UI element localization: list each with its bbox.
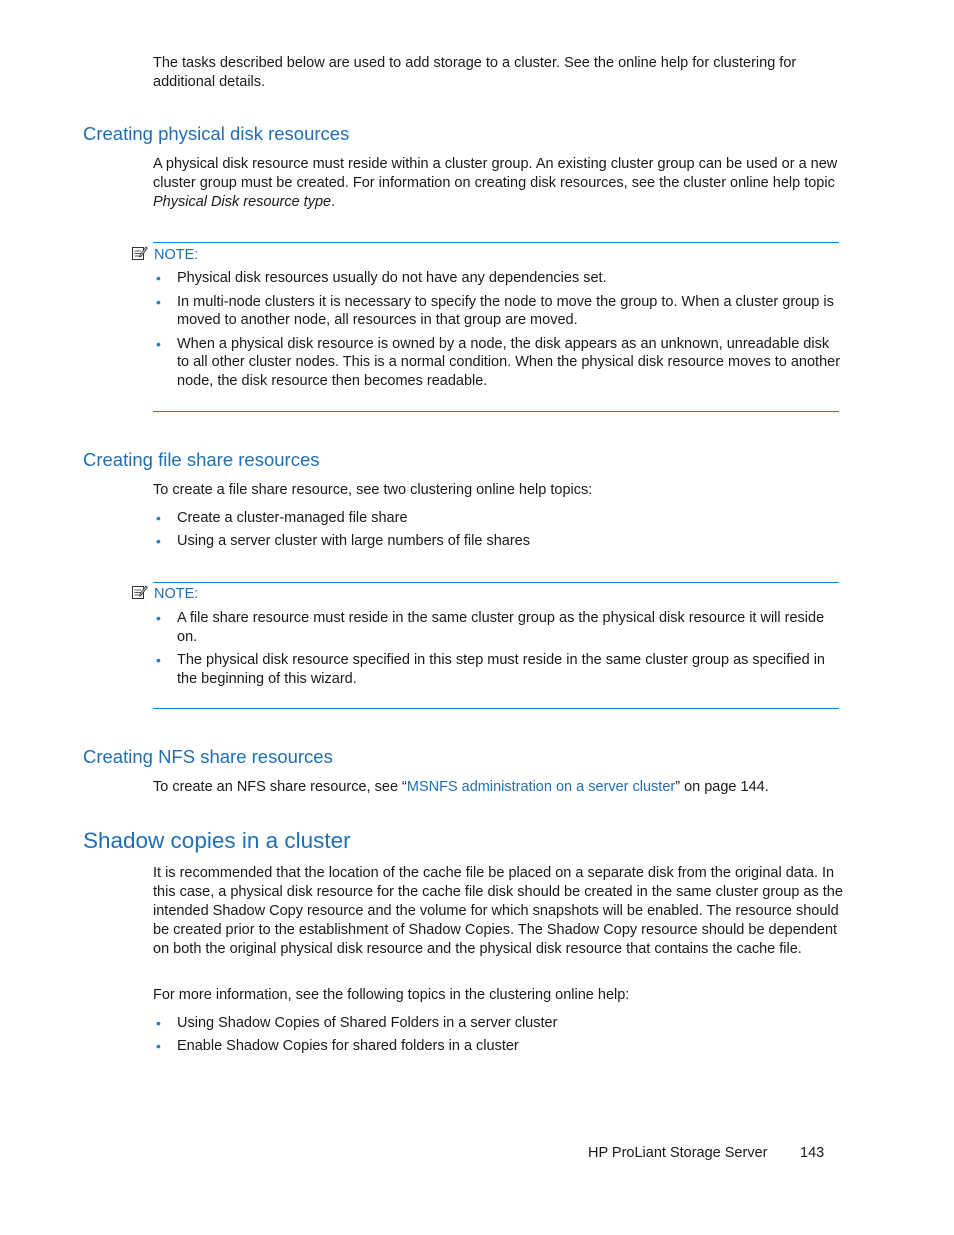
list-item [153, 293, 843, 330]
list-item [153, 509, 843, 528]
bullet-dot-icon: • [156, 270, 161, 286]
list-item-text: In multi-node clusters it is necessary to specify the node to move the group to. When a cluster group is moved to another node, all resources in that group are moved. [177, 293, 834, 328]
physical-disk-paragraph-text: A physical disk resource must reside within a cluster group. An existing cluster group can be used or a new cluster group must be created. For information on creating disk resources, see the cluster online help topic [153, 156, 838, 191]
heading-physical-disk: Creating physical disk resources [83, 123, 350, 144]
heading-file-share: Creating file share resources [83, 449, 320, 470]
note1-top-rule [153, 242, 839, 243]
bullet-dot-icon: • [156, 532, 161, 549]
bullet-dot-icon: • [156, 652, 161, 668]
note2-top-rule [153, 582, 839, 583]
list-item-text: A file share resource must reside in the same cluster group as the physical disk resource it will reside on. [177, 610, 825, 645]
list-item-text: Using a server cluster with large numbers of file shares [177, 532, 530, 549]
list-item [153, 1014, 843, 1033]
file-share-paragraph: To create a file share resource, see two clustering online help topics: [153, 482, 593, 498]
physical-disk-paragraph-end: . [331, 194, 336, 210]
heading-shadow-copies: Shadow copies in a cluster [83, 828, 351, 853]
file-share-list [153, 509, 843, 550]
footer-product-name: HP ProLiant Storage Server [588, 1145, 768, 1161]
note1-label: NOTE: [154, 247, 199, 263]
list-item-text: Enable Shadow Copies for shared folders in a cluster [177, 1037, 519, 1054]
note-pencil-icon [131, 245, 148, 266]
note2-bottom-rule [153, 708, 839, 709]
footer-page-number: 143 [800, 1145, 825, 1161]
list-item [153, 609, 843, 646]
note2-label: NOTE: [154, 586, 199, 602]
list-item [153, 532, 843, 551]
msnfs-admin-link[interactable]: MSNFS administration on a server cluster [406, 779, 676, 795]
note1-bottom-rule [153, 411, 839, 412]
shadow-paragraph-1: It is recommended that the location of the cache file be placed on a separate disk from the original data. In this case, a physical disk resource for the cache file disk should be created in the same cluster group as the intended Shadow Copy resource and the volume for which snapshots will be enabled. The resource should be created prior to the establishment of Shadow Copies. The Shadow Copy resource should be dependent on both the original physical disk resource and the physical disk resource that contains the cache file. [153, 865, 843, 957]
list-item [153, 335, 843, 391]
bullet-dot-icon: • [156, 510, 161, 526]
bullet-dot-icon: • [156, 1015, 161, 1031]
physical-disk-paragraph [153, 155, 843, 212]
list-item-text: Create a cluster-managed file share [177, 510, 408, 526]
list-item [153, 1037, 843, 1056]
note2-header [131, 584, 198, 604]
list-item-text: When a physical disk resource is owned by a node, the disk appears as an unknown, unreadable disk to all other cluster nodes. This is a normal condition. When the physical disk resource moves to another node, the disk resource then becomes readable. [177, 335, 841, 389]
note2-list [153, 609, 843, 688]
bullet-dot-icon: • [156, 293, 161, 310]
list-item-text: Physical disk resources usually do not have any dependencies set. [177, 270, 607, 286]
shadow-paragraph-2: For more information, see the following topics in the clustering online help: [153, 987, 630, 1003]
note-pencil-icon [131, 584, 148, 605]
list-item-text: Using Shadow Copies of Shared Folders in a server cluster [177, 1015, 558, 1031]
nfs-paragraph-after: ” on page 144. [675, 779, 769, 795]
nfs-paragraph-before: To create an NFS share resource, see “ [153, 779, 407, 795]
note1-header [131, 245, 198, 265]
bullet-dot-icon: • [156, 1037, 161, 1054]
list-item [153, 651, 843, 688]
list-item-text: The physical disk resource specified in this step must reside in the same cluster group as specified in the beginning of this wizard. [177, 652, 825, 687]
bullet-dot-icon: • [156, 335, 161, 352]
nfs-paragraph [153, 778, 843, 797]
bullet-dot-icon: • [156, 610, 161, 626]
physical-disk-topic-name: Physical Disk resource type [153, 194, 332, 210]
shadow-list [153, 1014, 843, 1055]
heading-nfs-share: Creating NFS share resources [83, 746, 333, 767]
list-item [153, 269, 843, 288]
note1-list [153, 269, 843, 390]
intro-paragraph: The tasks described below are used to add storage to a cluster. See the online help for clustering for additional details. [153, 55, 797, 90]
